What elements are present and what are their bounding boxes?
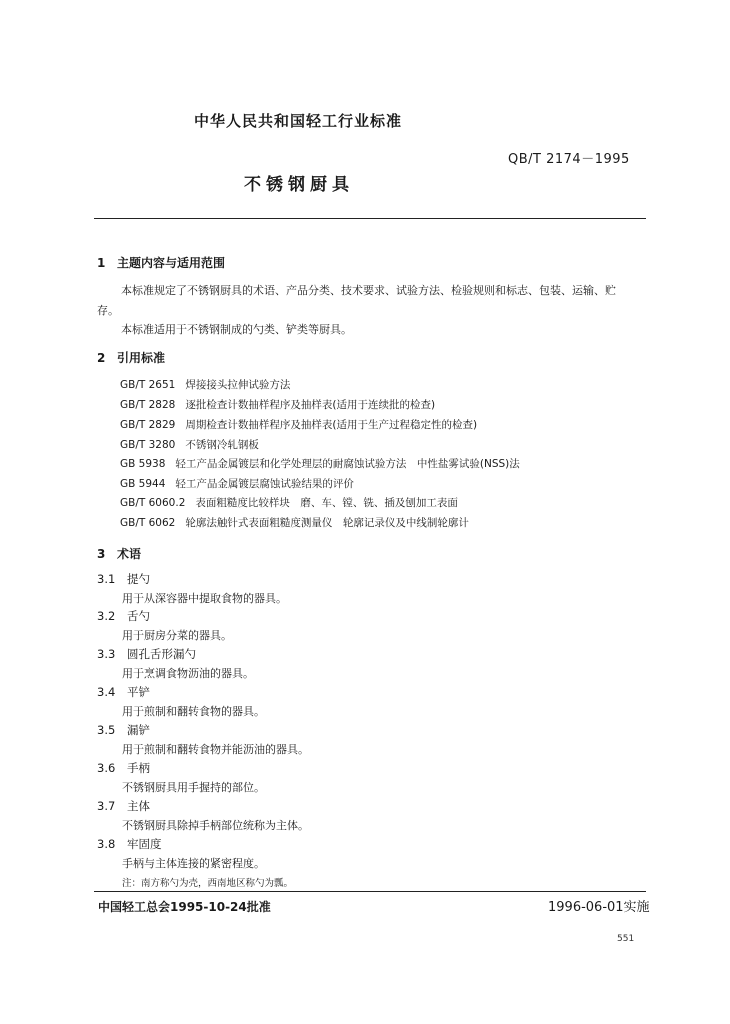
- reference-item: [120, 417, 477, 432]
- section-title: 术语: [117, 547, 142, 561]
- reference-code: GB/T 2828: [120, 399, 176, 411]
- section-number: 1: [97, 256, 106, 270]
- reference-title: 轻工产品金属镀层和化学处理层的耐腐蚀试验方法 中性盐雾试验(NSS)法: [175, 458, 520, 470]
- term-definition: 用于煎制和翻转食物的器具。: [122, 705, 265, 718]
- reference-title: 焊接接头拉伸试验方法: [185, 379, 291, 391]
- reference-item: [120, 495, 458, 510]
- section-3-heading: [97, 545, 141, 562]
- reference-item: [120, 377, 290, 392]
- section-title: 引用标准: [117, 351, 166, 365]
- reference-title: 轮廓法触针式表面粗糙度测量仪 轮廓记录仪及中线制轮廓计: [185, 517, 469, 529]
- reference-title: 轻工产品金属镀层腐蚀试验结果的评价: [175, 478, 354, 490]
- reference-code: GB/T 2651: [120, 379, 176, 391]
- reference-code: GB/T 6060.2: [120, 497, 186, 509]
- header-divider: [94, 218, 646, 219]
- section-number: 3: [97, 547, 106, 561]
- term-definition: 用于煎制和翻转食物并能沥油的器具。: [122, 743, 309, 756]
- term-number: 3.1: [97, 572, 116, 586]
- reference-code: GB/T 6062: [120, 517, 176, 529]
- section-2-heading: [97, 349, 165, 366]
- term-number: 3.7: [97, 799, 116, 813]
- term-number: 3.6: [97, 761, 116, 775]
- reference-title: 表面粗糙度比较样块 磨、车、镗、铣、插及刨加工表面: [195, 497, 458, 509]
- term-name: 牢固度: [127, 837, 162, 851]
- standard-org-title: 中华人民共和国轻工行业标准: [194, 112, 403, 130]
- reference-item: [120, 397, 435, 412]
- reference-code: GB/T 3280: [120, 439, 176, 451]
- term-definition: 手柄与主体连接的紧密程度。: [122, 857, 265, 870]
- term-heading: [97, 684, 150, 700]
- document-title: 不锈钢厨具: [244, 175, 354, 195]
- section-1-para-2: 本标准适用于不锈钢制成的勺类、铲类等厨具。: [121, 323, 352, 336]
- reference-title: 不锈钢冷轧钢板: [185, 439, 259, 451]
- term-heading: [97, 836, 162, 852]
- section-number: 2: [97, 351, 106, 365]
- term-number: 3.5: [97, 723, 116, 737]
- term-heading: [97, 798, 150, 814]
- term-definition: 用于烹调食物沥油的器具。: [122, 667, 254, 680]
- term-heading: [97, 760, 150, 776]
- term-name: 漏铲: [127, 723, 150, 737]
- term-definition: 用于厨房分菜的器具。: [122, 629, 232, 642]
- reference-code: GB 5944: [120, 478, 166, 490]
- term-name: 主体: [127, 799, 150, 813]
- term-name: 手柄: [127, 761, 150, 775]
- reference-title: 周期检查计数抽样程序及抽样表(适用于生产过程稳定性的检查): [185, 419, 478, 431]
- term-name: 提勺: [127, 572, 150, 586]
- term-name: 圆孔舌形漏勺: [127, 647, 196, 661]
- term-number: 3.2: [97, 609, 116, 623]
- section-title: 主题内容与适用范围: [117, 256, 226, 270]
- standard-code: QB/T 2174－1995: [508, 152, 630, 167]
- term-definition: 不锈钢厨具用手握持的部位。: [122, 781, 265, 794]
- reference-item: [120, 456, 520, 471]
- term-heading: [97, 608, 150, 624]
- page-number: 551: [617, 934, 635, 944]
- term-name: 平铲: [127, 685, 150, 699]
- term-number: 3.4: [97, 685, 116, 699]
- reference-code: GB 5938: [120, 458, 166, 470]
- effective-date: 1996-06-01实施: [548, 900, 650, 915]
- section-1-para-1: 本标准规定了不锈钢厨具的术语、产品分类、技术要求、试验方法、检验规则和标志、包装、运输、贮: [121, 284, 616, 297]
- reference-item: [120, 476, 354, 491]
- footer-divider: [94, 891, 646, 892]
- section-1-heading: [97, 254, 225, 271]
- term-heading: [97, 646, 196, 662]
- section-1-para-1-cont: 存。: [97, 304, 119, 317]
- term-heading: [97, 571, 150, 587]
- reference-item: [120, 515, 469, 530]
- reference-code: GB/T 2829: [120, 419, 176, 431]
- reference-title: 逐批检查计数抽样程序及抽样表(适用于连续批的检查): [185, 399, 436, 411]
- term-number: 3.8: [97, 837, 116, 851]
- note: 注：南方称勺为壳，西南地区称勺为瓢。: [122, 878, 294, 889]
- term-number: 3.3: [97, 647, 116, 661]
- term-definition: 用于从深容器中提取食物的器具。: [122, 592, 287, 605]
- reference-item: [120, 437, 259, 452]
- term-heading: [97, 722, 150, 738]
- approval-line: 中国轻工总会1995-10-24批准: [98, 900, 271, 914]
- term-definition: 不锈钢厨具除掉手柄部位统称为主体。: [122, 819, 309, 832]
- term-name: 舌勺: [127, 609, 150, 623]
